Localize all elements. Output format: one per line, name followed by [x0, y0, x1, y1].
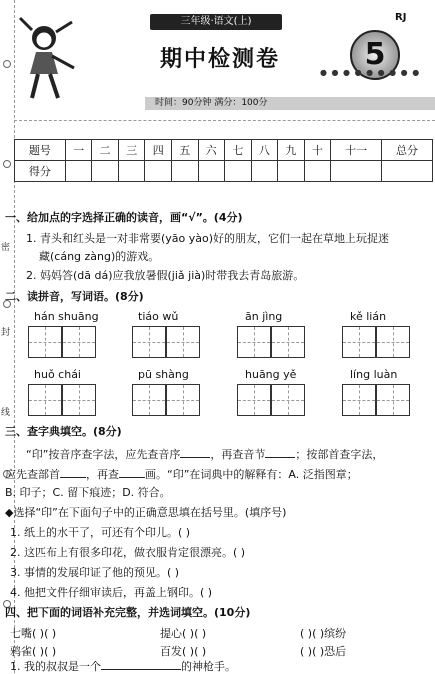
score-header-cell: 九 [278, 140, 305, 161]
score-header-cell: 六 [198, 140, 225, 161]
writing-box[interactable] [237, 326, 271, 358]
exam-number-badge: 5 [350, 30, 400, 80]
girl-illustration [14, 10, 84, 105]
score-cell[interactable] [382, 161, 433, 182]
section3-instruction: ◆选择“印”在下面句子中的正确意思填在括号里。(填序号) [5, 506, 287, 519]
answer-blank[interactable] [101, 658, 181, 670]
binding-char: 封 [1, 328, 11, 338]
score-cell[interactable] [145, 161, 172, 182]
section3-line1-part: “印”按音序查字法，应先查音序 [26, 448, 181, 461]
section3-line2-part: 画。“印”在词典中的解释有：A. 泛指图章； [145, 468, 358, 481]
section3-item: 1. 纸上的水干了，可还有个印儿。( ) [10, 526, 191, 539]
score-header-cell: 八 [251, 140, 278, 161]
section4-q1-part: 的神枪手。 [181, 660, 236, 673]
writing-box[interactable] [237, 384, 271, 416]
pinyin-prompt: tiáo wǔ [138, 310, 179, 323]
writing-box[interactable] [342, 326, 376, 358]
score-cell[interactable] [92, 161, 119, 182]
writing-box[interactable] [271, 326, 305, 358]
idiom-item: 鸦雀( )( ) [10, 645, 57, 658]
decoration-dots: ● ● ● ● ● ● ● ● ● [320, 68, 421, 77]
answer-blank[interactable] [180, 446, 210, 458]
section3-item: 2. 这匹布上有很多印花，做衣服肯定很漂亮。( ) [10, 546, 246, 559]
pinyin-prompt: hán shuāng [34, 310, 99, 323]
score-cell[interactable] [304, 161, 331, 182]
binding-hole [3, 160, 11, 168]
binding-char: 线 [1, 408, 11, 418]
section3-line2 [5, 466, 358, 482]
score-header-cell: 十 [304, 140, 331, 161]
page-title: 期中检测卷 [159, 47, 280, 72]
writing-box[interactable] [62, 384, 96, 416]
section3-line2-part: 应先查部首 [5, 468, 60, 481]
section2-heading: 二、读拼音，写词语。(8分) [5, 290, 144, 303]
pinyin-prompt: kě lián [350, 310, 387, 323]
score-header-cell: 十一 [331, 140, 382, 161]
score-table [14, 139, 433, 182]
score-row-label: 得分 [15, 161, 66, 182]
score-header-cell: 题号 [15, 140, 66, 161]
idiom-item: 七嘴( )( ) [10, 627, 57, 640]
pinyin-prompt: ān jìng [245, 310, 283, 323]
pinyin-prompt: pū shàng [138, 368, 189, 381]
score-cell[interactable] [118, 161, 145, 182]
score-cell[interactable] [251, 161, 278, 182]
writing-box[interactable] [132, 384, 166, 416]
section3-line1 [26, 446, 383, 462]
pinyin-prompt: huǒ chái [34, 368, 81, 381]
binding-hole [3, 60, 11, 68]
writing-box[interactable] [62, 326, 96, 358]
idiom-item: ( )( )恐后 [300, 645, 347, 658]
score-header-row [15, 140, 433, 161]
answer-blank[interactable] [265, 446, 295, 458]
idiom-item: ( )( )缤纷 [300, 627, 347, 640]
section3-item: 3. 事情的发展印证了他的预见。( ) [10, 566, 180, 579]
section4-q1 [10, 658, 236, 674]
section3-line1-part: ；按部首查字法， [295, 448, 384, 461]
binding-char: 密 [1, 243, 11, 253]
pinyin-prompt: huāng yě [245, 368, 297, 381]
section1-q1-line2: 藏(cáng zàng)的游戏。 [39, 250, 160, 263]
score-cell[interactable] [65, 161, 92, 182]
score-header-cell: 一 [65, 140, 92, 161]
score-row [15, 161, 433, 182]
score-cell[interactable] [331, 161, 382, 182]
score-header-cell: 四 [145, 140, 172, 161]
section3-line2-part: ，再查 [86, 468, 119, 481]
section4-heading: 四、把下面的词语补充完整，并选词填空。(10分) [5, 606, 251, 619]
idiom-item: 百发( )( ) [160, 645, 207, 658]
score-header-cell: 二 [92, 140, 119, 161]
grade-label: 三年级·语文(上) [150, 14, 282, 30]
time-info: 时间：90分钟 满分：100分 [145, 97, 435, 110]
score-header-cell: 七 [225, 140, 252, 161]
writing-box[interactable] [271, 384, 305, 416]
score-cell[interactable] [278, 161, 305, 182]
section3-line3: B. 印子；C. 留下痕迹；D. 符合。 [5, 486, 171, 499]
section1-q2: 2. 妈妈答(dā dá)应我放暑假(jiǎ jià)时带我去青岛旅游。 [26, 269, 305, 282]
answer-blank[interactable] [119, 466, 145, 478]
section3-heading: 三、查字典填空。(8分) [5, 425, 122, 438]
section3-line1-part: ，再查音节 [210, 448, 266, 461]
divider [14, 120, 435, 121]
score-header-cell: 总分 [382, 140, 433, 161]
section3-item: 4. 他把文件仔细审读后，再盖上钢印。( ) [10, 586, 213, 599]
writing-box[interactable] [166, 384, 200, 416]
writing-box[interactable] [132, 326, 166, 358]
writing-box[interactable] [342, 384, 376, 416]
writing-box[interactable] [376, 326, 410, 358]
score-cell[interactable] [198, 161, 225, 182]
score-header-cell: 三 [118, 140, 145, 161]
section1-q1-line1: 1. 青头和红头是一对非常要(yāo yào)好的朋友，它们一起在草地上玩捉迷 [26, 232, 390, 245]
publisher-mark: RJ [395, 12, 407, 23]
section1-heading: 一、给加点的字选择正确的读音，画“√”。(4分) [5, 211, 243, 224]
writing-box[interactable] [166, 326, 200, 358]
writing-box[interactable] [28, 326, 62, 358]
section4-q1-part: 1. 我的叔叔是一个 [10, 660, 101, 673]
pinyin-prompt: líng luàn [350, 368, 398, 381]
writing-box[interactable] [28, 384, 62, 416]
score-cell[interactable] [225, 161, 252, 182]
writing-box[interactable] [376, 384, 410, 416]
idiom-item: 提心( )( ) [160, 627, 207, 640]
score-cell[interactable] [171, 161, 198, 182]
answer-blank[interactable] [60, 466, 86, 478]
score-header-cell: 五 [171, 140, 198, 161]
